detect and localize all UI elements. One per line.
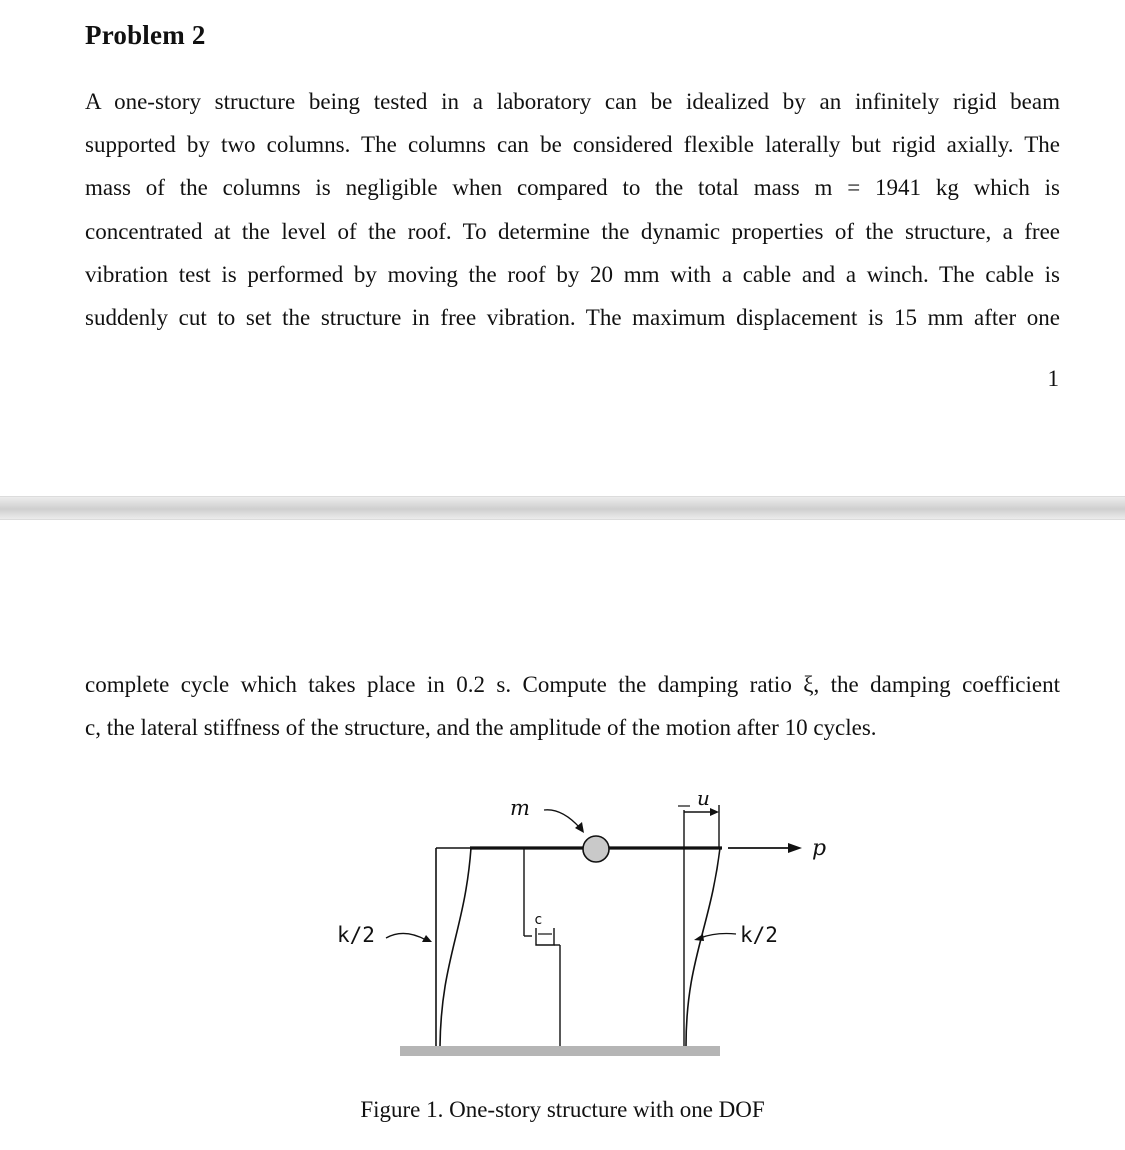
problem-heading: Problem 2 xyxy=(85,20,206,50)
force-arrowhead xyxy=(788,843,802,853)
page-number: 1 xyxy=(1047,366,1059,391)
text-line: A one-story structure being tested in a laboratory can be idealized by an infinitely rigid beam xyxy=(85,89,1060,114)
text-line: concentrated at the level of the roof. To determine the dynamic properties of the structure, a free xyxy=(85,218,1060,244)
damper-label: c xyxy=(534,912,543,928)
left-stiffness-label: k/2 xyxy=(337,923,375,947)
problem-statement-paragraph xyxy=(85,80,1060,339)
mass-leader xyxy=(544,810,580,828)
right-column-deflected xyxy=(686,848,720,1046)
mass-circle xyxy=(583,836,609,862)
text-line: mass of the columns is negligible when compared to the total mass m = 1941 kg which is xyxy=(85,175,1060,201)
page-break-separator xyxy=(0,496,1125,520)
right-stiffness-arrowhead xyxy=(694,934,704,941)
right-stiffness-label: k/2 xyxy=(740,923,778,947)
document-page-2 xyxy=(0,520,1125,1150)
one-story-frame-diagram xyxy=(320,782,827,1102)
problem-statement-continuation xyxy=(85,663,1060,749)
text-line: c, the lateral stiffness of the structure, and the amplitude of the motion after 10 cycles. xyxy=(85,715,877,741)
displacement-arrowhead xyxy=(710,808,719,816)
left-column-deflected xyxy=(440,848,471,1046)
figure-caption: Figure 1. One-story structure with one DOF xyxy=(360,1097,765,1122)
text-line: vibration test is performed by moving the roof by 20 mm with a cable and a winch. The cable is xyxy=(85,261,1060,287)
left-stiffness-leader xyxy=(386,933,426,940)
damper-cylinder xyxy=(536,928,554,945)
text-line: suddenly cut to set the structure in free vibration. The maximum displacement is 15 mm after one xyxy=(85,305,1060,331)
text-line: complete cycle which takes place in 0.2 s. Compute the damping ratio ξ, the damping coefficient xyxy=(85,672,1060,697)
mass-label: m xyxy=(510,796,530,820)
structure-figure xyxy=(320,782,827,1102)
text-line: supported by two columns. The columns can be considered flexible laterally but rigid axially. The xyxy=(85,132,1060,158)
force-label: p xyxy=(812,836,827,861)
document-page-1 xyxy=(0,0,1125,496)
ground-base xyxy=(400,1046,720,1056)
displacement-label: u xyxy=(697,786,710,810)
right-stiffness-leader xyxy=(700,934,736,939)
